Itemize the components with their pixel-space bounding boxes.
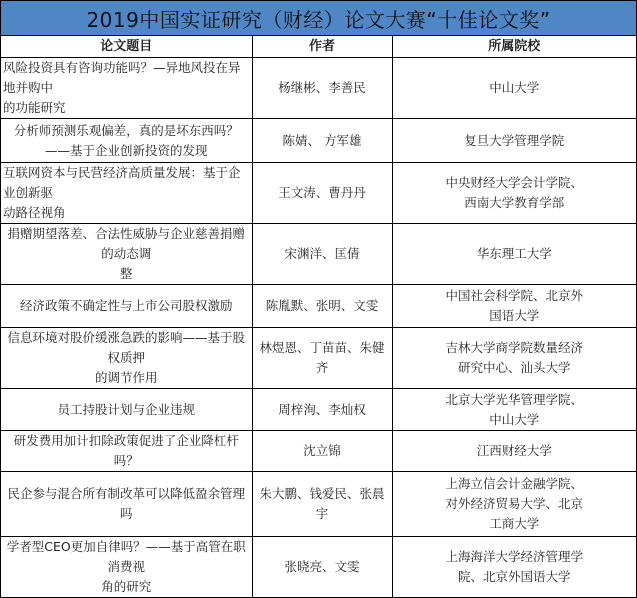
- table-row: [1, 431, 636, 472]
- authors-cell: 张晓亮、文雯: [252, 537, 392, 598]
- authors-cell: 沈立锦: [252, 431, 392, 472]
- header-paper-title: 论文题目: [1, 36, 252, 58]
- authors-cell: 陈胤默、张明、文雯: [252, 285, 392, 328]
- school-cell: 江西财经大学: [392, 431, 636, 472]
- header-school: 所属院校: [392, 36, 636, 58]
- paper-title-cell: 研发费用加计扣除政策促进了企业降杠杆吗？: [1, 431, 252, 472]
- paper-title-cell: 捐赠期望落差、合法性威胁与企业慈善捐赠的动态调 整: [1, 224, 252, 285]
- table-row: [1, 537, 636, 598]
- school-cell: 上海立信会计金融学院、 对外经济贸易大学、北京 工商大学: [392, 472, 636, 537]
- paper-title-cell: 分析师预测乐观偏差，真的是坏东西吗？ ——基于企业创新投资的发现: [1, 119, 252, 163]
- awards-table: [1, 36, 636, 597]
- school-cell: 中山大学: [392, 58, 636, 119]
- table-row: [1, 224, 636, 285]
- table-row: [1, 472, 636, 537]
- table-row: [1, 119, 636, 163]
- paper-title-cell: 互联网资本与民营经济高质量发展：基于企业创新驱 动路径视角: [1, 163, 252, 224]
- authors-cell: 陈婧、 方军雄: [252, 119, 392, 163]
- header-authors: 作者: [252, 36, 392, 58]
- school-cell: 华东理工大学: [392, 224, 636, 285]
- school-cell: 上海海洋大学经济管理学 院、北京外国语大学: [392, 537, 636, 598]
- table-row: [1, 389, 636, 431]
- school-cell: 吉林大学商学院数量经济 研究中心、汕头大学: [392, 328, 636, 389]
- authors-cell: 王文涛、曹丹丹: [252, 163, 392, 224]
- paper-title-cell: 经济政策不确定性与上市公司股权激励: [1, 285, 252, 328]
- header-row: [1, 36, 636, 58]
- table-row: [1, 285, 636, 328]
- school-cell: 复旦大学管理学院: [392, 119, 636, 163]
- paper-title-cell: 学者型CEO更加自律吗？——基于高管在职消费视 角的研究: [1, 537, 252, 598]
- school-cell: 中国社会科学院、北京外 国语大学: [392, 285, 636, 328]
- paper-title-cell: 员工持股计划与企业违规: [1, 389, 252, 431]
- school-cell: 北京大学光华管理学院、 中山大学: [392, 389, 636, 431]
- table-row: [1, 163, 636, 224]
- paper-title-cell: 民企参与混合所有制改革可以降低盈余管理吗: [1, 472, 252, 537]
- authors-cell: 林煜恩、丁苗苗、朱健齐: [252, 328, 392, 389]
- authors-cell: 朱大鹏、钱爱民、张晨宇: [252, 472, 392, 537]
- table-row: [1, 58, 636, 119]
- table-row: [1, 328, 636, 389]
- paper-title-cell: 风险投资具有咨询功能吗？—异地风投在异地并购中 的功能研究: [1, 58, 252, 119]
- authors-cell: 周梓洵、李灿权: [252, 389, 392, 431]
- paper-title-cell: 信息环境对股价缓涨急跌的影响——基于股权质押 的调节作用: [1, 328, 252, 389]
- authors-cell: 宋渊洋、匡倩: [252, 224, 392, 285]
- table-title: 2019中国实证研究（财经）论文大赛“十佳论文奖”: [1, 1, 636, 36]
- school-cell: 中央财经大学会计学院、 西南大学教育学部: [392, 163, 636, 224]
- authors-cell: 杨继彬、李善民: [252, 58, 392, 119]
